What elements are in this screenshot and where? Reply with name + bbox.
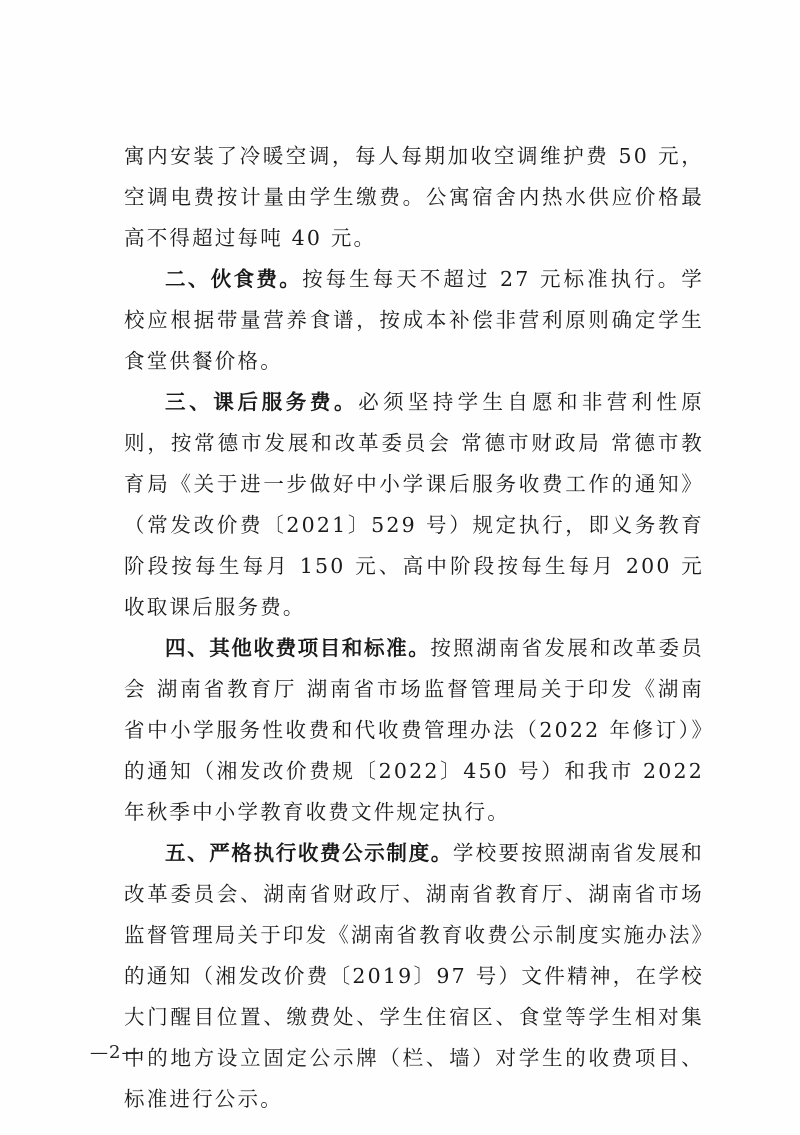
paragraph-text: 寓内安装了冷暖空调，每人每期加收空调维护费 50 元，空调电费按计量由学生缴费。公寓宿舍内热水供应价格最高不得超过每吨 40 元。 [124,144,704,250]
section-heading-food-fee: 二、伙食费。 [165,267,303,291]
paragraph-text: 按每生每天不超过 27 元标准执行。学校应根据带量营养食谱，按成本补偿非营利原则确定学生食堂供餐价格。 [124,267,705,373]
paragraph-fee-disclosure [124,833,704,1120]
paragraph-text: 学校要按照湖南省发展和改革委员会、湖南省财政厅、湖南省教育厅、湖南省市场监督管理局关于印发《湖南省教育收费公示制度实施办法》的通知（湘发改价费〔2019〕97 号）文件精神，在学校大门醒目位置、缴费处、学生住宿区、食堂等学生相对集中的地方设立固定公示牌（栏、墙）对学生的收费项目、标准进行公示。 [124,841,705,1111]
document-body [124,136,704,1120]
page-number: —2— [90,1042,141,1063]
section-heading-fee-disclosure: 五、严格执行收费公示制度。 [165,841,453,865]
paragraph-text: 按照湖南省发展和改革委员会 湖南省教育厅 湖南省市场监督管理局关于印发《湖南省中小学服务性收费和代收费管理办法（2022 年修订）》的通知（湘发改价费规〔2022〕450 号）和我市 2022 年秋季中小学教育收费文件规定执行。 [124,636,704,824]
paragraph-continuation [124,136,704,259]
paragraph-text: 必须坚持学生自愿和非营利性原则，按常德市发展和改革委员会 常德市财政局 常德市教育局《关于进一步做好中小学课后服务收费工作的通知》（常发改价费〔2021〕529 号）规定执行，即义务教育阶段按每生每月 150 元、高中阶段按每生每月 200 元收取课后服务费。 [124,390,704,619]
paragraph-other-fees [124,628,704,833]
paragraph-food-fee [124,259,704,382]
section-heading-other-fees: 四、其他收费项目和标准。 [165,636,431,660]
paragraph-after-school-fee [124,382,704,628]
section-heading-after-school-fee: 三、课后服务费。 [165,390,359,414]
